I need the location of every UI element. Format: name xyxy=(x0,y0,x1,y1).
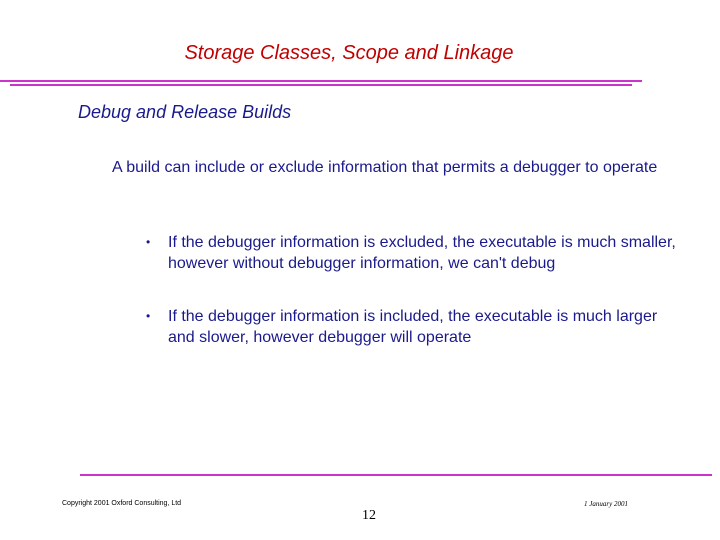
bullet-text: If the debugger information is included, the executable is much larger and slower, however debugger will operate xyxy=(168,308,658,346)
bullet-list xyxy=(146,232,686,380)
bullet-item xyxy=(146,232,686,274)
bullet-icon: • xyxy=(146,235,151,249)
page-number: 12 xyxy=(362,508,376,523)
bullet-text: If the debugger information is excluded, the executable is much smaller, however without debugger information, we can't debug xyxy=(168,234,676,272)
intro-paragraph: A build can include or exclude information that permits a debugger to operate xyxy=(112,159,658,176)
section-heading: Debug and Release Builds xyxy=(78,102,292,122)
slide-title: Storage Classes, Scope and Linkage xyxy=(184,42,514,64)
footer-divider xyxy=(80,474,712,476)
footer-date: 1 January 2001 xyxy=(584,500,628,508)
title-divider-line-upper xyxy=(0,80,642,82)
bullet-item xyxy=(146,306,686,348)
bullet-icon: • xyxy=(146,309,151,323)
title-divider-line-lower xyxy=(10,84,632,86)
title-divider xyxy=(0,80,642,86)
footer-copyright: Copyright 2001 Oxford Consulting, Ltd xyxy=(62,500,182,507)
